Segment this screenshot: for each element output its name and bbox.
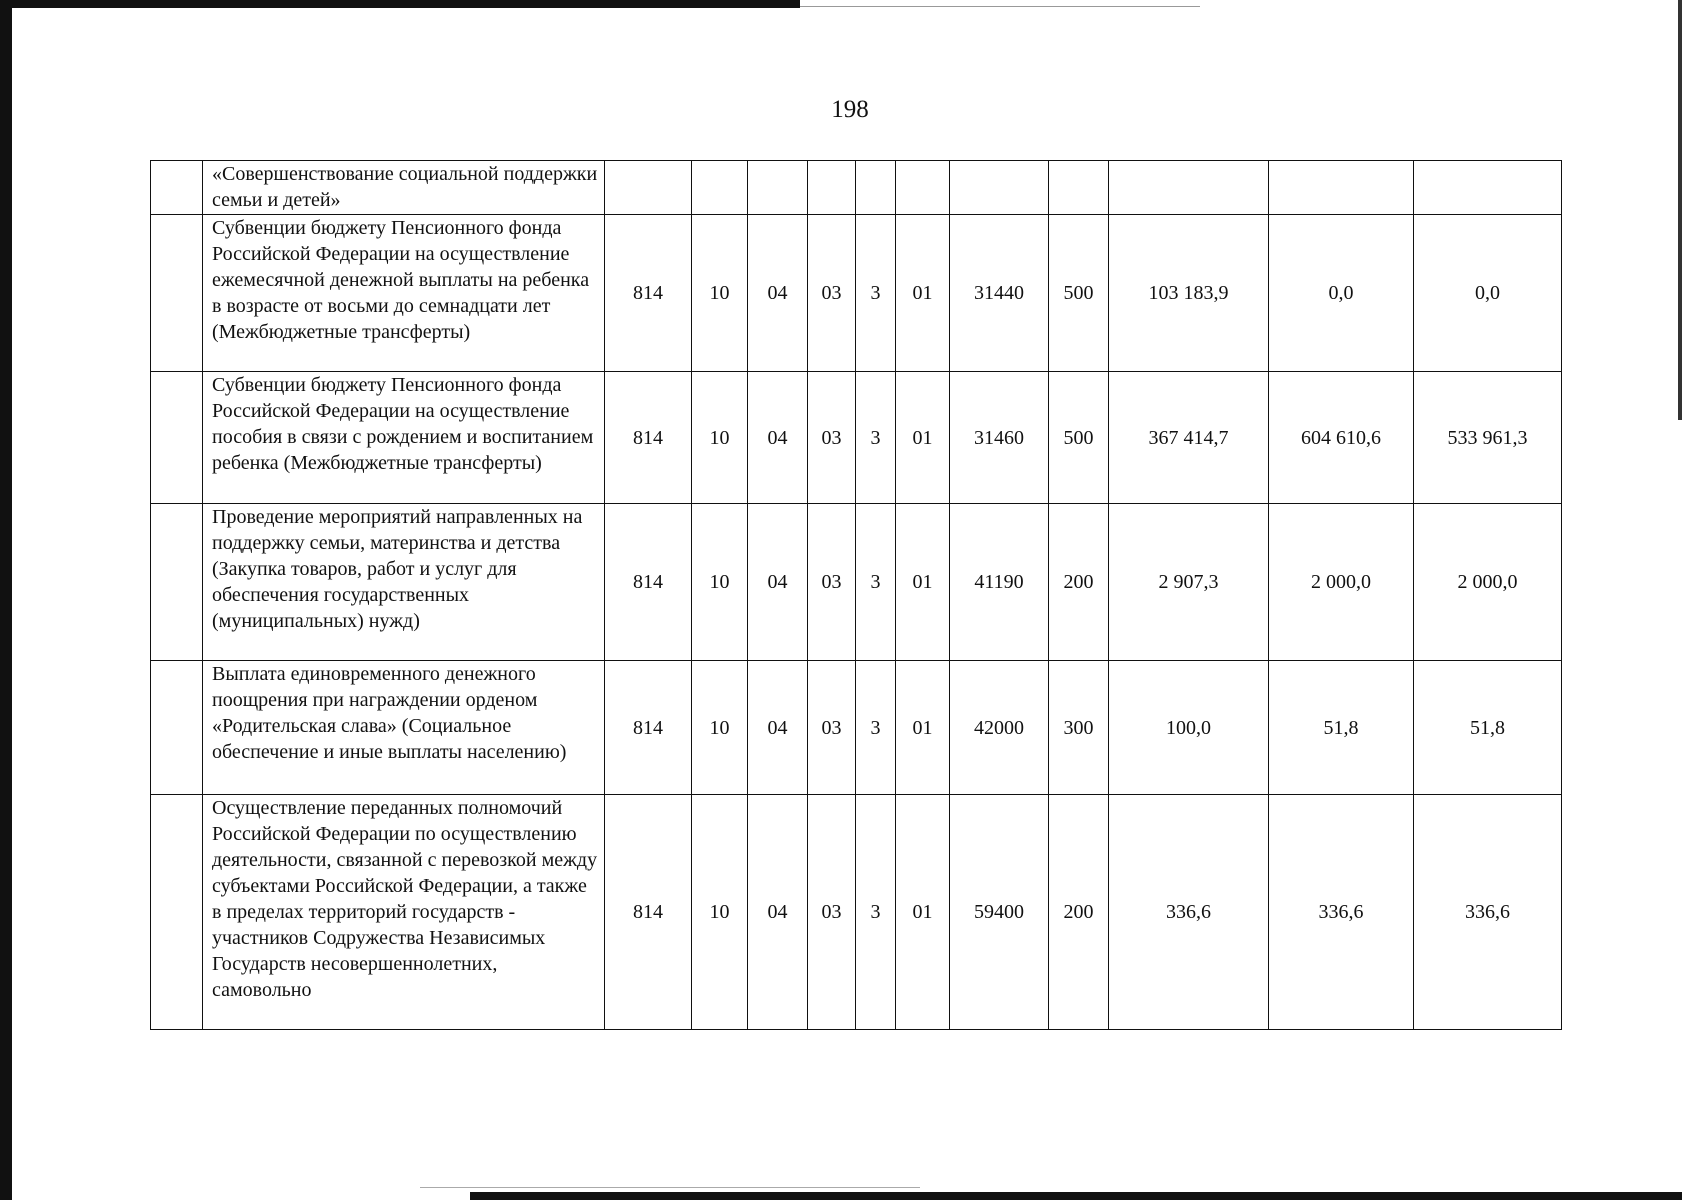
amount-year3-cell: 2 000,0 <box>1414 504 1562 661</box>
section-cell <box>692 161 748 215</box>
section-cell: 10 <box>692 372 748 504</box>
direction-cell: 31440 <box>950 215 1049 372</box>
amount-year2-cell: 51,8 <box>1269 661 1414 795</box>
subprogram-cell: 3 <box>856 504 896 661</box>
subprogram-cell <box>856 161 896 215</box>
amount-year1-cell: 103 183,9 <box>1109 215 1269 372</box>
row-number-cell <box>151 372 203 504</box>
table-row <box>151 161 1562 215</box>
amount-year2-cell: 0,0 <box>1269 215 1414 372</box>
amount-year1-cell: 100,0 <box>1109 661 1269 795</box>
ministry-code-cell: 814 <box>605 795 692 1030</box>
description-cell: Субвенции бюджету Пенсионного фонда Российской Федерации на осуществление пособия в связи с рождением и воспитанием ребенка (Межбюджетные трансферты) <box>203 372 605 504</box>
main-activity-cell: 01 <box>896 215 950 372</box>
main-activity-cell <box>896 161 950 215</box>
program-cell: 03 <box>808 372 856 504</box>
amount-year1-cell <box>1109 161 1269 215</box>
table-row <box>151 795 1562 1030</box>
scan-edge-top-faint <box>800 6 1200 7</box>
scan-edge-right <box>1678 0 1682 420</box>
program-cell: 03 <box>808 504 856 661</box>
subsection-cell: 04 <box>748 215 808 372</box>
amount-year2-cell: 2 000,0 <box>1269 504 1414 661</box>
description-cell: Проведение мероприятий направленных на поддержку семьи, материнства и детства (Закупка товаров, работ и услуг для обеспечения государственных (муниципальных) нужд) <box>203 504 605 661</box>
direction-cell: 41190 <box>950 504 1049 661</box>
expense-type-cell: 500 <box>1049 372 1109 504</box>
subsection-cell: 04 <box>748 504 808 661</box>
scan-edge-top <box>0 0 800 8</box>
expense-type-cell <box>1049 161 1109 215</box>
description-cell: Субвенции бюджету Пенсионного фонда Российской Федерации на осуществление ежемесячной денежной выплаты на ребенка в возрасте от восьми до семнадцати лет (Межбюджетные трансферты) <box>203 215 605 372</box>
section-cell: 10 <box>692 504 748 661</box>
amount-year1-cell: 336,6 <box>1109 795 1269 1030</box>
amount-year1-cell: 2 907,3 <box>1109 504 1269 661</box>
expense-type-cell: 200 <box>1049 504 1109 661</box>
direction-cell <box>950 161 1049 215</box>
program-cell <box>808 161 856 215</box>
subprogram-cell: 3 <box>856 795 896 1030</box>
amount-year2-cell: 604 610,6 <box>1269 372 1414 504</box>
main-activity-cell: 01 <box>896 504 950 661</box>
amount-year2-cell <box>1269 161 1414 215</box>
description-cell: Выплата единовременного денежного поощрения при награждении орденом «Родительская слава» (Социальное обеспечение и иные выплаты населению) <box>203 661 605 795</box>
scan-edge-bottom <box>470 1192 1682 1200</box>
scan-edge-bottom-faint <box>420 1187 920 1188</box>
expense-type-cell: 300 <box>1049 661 1109 795</box>
main-activity-cell: 01 <box>896 661 950 795</box>
main-activity-cell: 01 <box>896 372 950 504</box>
row-number-cell <box>151 661 203 795</box>
ministry-code-cell <box>605 161 692 215</box>
subsection-cell: 04 <box>748 795 808 1030</box>
amount-year3-cell: 0,0 <box>1414 215 1562 372</box>
subprogram-cell: 3 <box>856 661 896 795</box>
ministry-code-cell: 814 <box>605 215 692 372</box>
row-number-cell <box>151 504 203 661</box>
program-cell: 03 <box>808 795 856 1030</box>
description-cell: «Совершенствование социальной поддержки семьи и детей» <box>203 161 605 215</box>
subsection-cell <box>748 161 808 215</box>
amount-year3-cell: 336,6 <box>1414 795 1562 1030</box>
page-number: 198 <box>831 96 869 123</box>
expense-type-cell: 200 <box>1049 795 1109 1030</box>
section-cell: 10 <box>692 215 748 372</box>
budget-table <box>150 160 1562 1030</box>
direction-cell: 59400 <box>950 795 1049 1030</box>
subsection-cell: 04 <box>748 661 808 795</box>
main-activity-cell: 01 <box>896 795 950 1030</box>
scan-edge-left <box>0 0 12 1200</box>
ministry-code-cell: 814 <box>605 372 692 504</box>
table-row <box>151 215 1562 372</box>
direction-cell: 42000 <box>950 661 1049 795</box>
amount-year3-cell: 533 961,3 <box>1414 372 1562 504</box>
description-cell: Осуществление переданных полномочий Российской Федерации по осуществлению деятельности, связанной с перевозкой между субъектами Российской Федерации, а также в пределах территорий государств - участников Содружества Независимых Государств несовершеннолетних, самовольно <box>203 795 605 1030</box>
table-row <box>151 372 1562 504</box>
subprogram-cell: 3 <box>856 215 896 372</box>
section-cell: 10 <box>692 661 748 795</box>
table-row <box>151 661 1562 795</box>
amount-year2-cell: 336,6 <box>1269 795 1414 1030</box>
program-cell: 03 <box>808 661 856 795</box>
program-cell: 03 <box>808 215 856 372</box>
ministry-code-cell: 814 <box>605 504 692 661</box>
subprogram-cell: 3 <box>856 372 896 504</box>
amount-year1-cell: 367 414,7 <box>1109 372 1269 504</box>
table-row <box>151 504 1562 661</box>
row-number-cell <box>151 215 203 372</box>
expense-type-cell: 500 <box>1049 215 1109 372</box>
row-number-cell <box>151 795 203 1030</box>
direction-cell: 31460 <box>950 372 1049 504</box>
section-cell: 10 <box>692 795 748 1030</box>
amount-year3-cell: 51,8 <box>1414 661 1562 795</box>
ministry-code-cell: 814 <box>605 661 692 795</box>
subsection-cell: 04 <box>748 372 808 504</box>
row-number-cell <box>151 161 203 215</box>
amount-year3-cell <box>1414 161 1562 215</box>
